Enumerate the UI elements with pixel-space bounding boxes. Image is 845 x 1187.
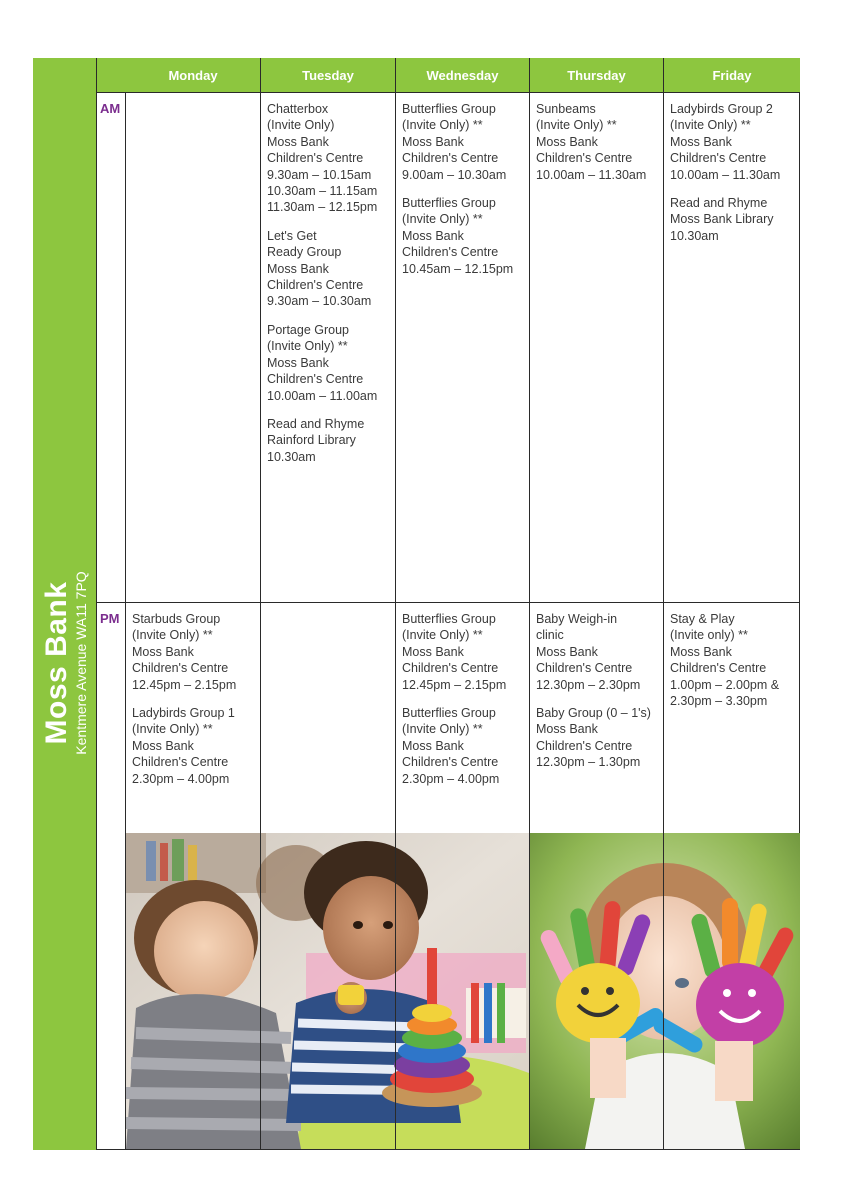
pm-monday-cell bbox=[132, 611, 260, 799]
header-thursday: Thursday bbox=[530, 58, 663, 93]
header-tuesday: Tuesday bbox=[261, 58, 395, 93]
toddlers-photo-illustration bbox=[126, 833, 529, 1149]
session-entry: Ladybirds Group 2 (Invite Only) ** Moss Bank Children's Centre 10.00am – 11.30am bbox=[670, 102, 781, 182]
am-label: AM bbox=[100, 101, 121, 116]
am-tuesday-cell bbox=[267, 101, 395, 477]
session-entry: Let's Get Ready Group Moss Bank Children's Centre 9.30am – 10.30am bbox=[267, 228, 372, 309]
session-entry: Butterflies Group (Invite Only) ** Moss Bank Children's Centre 2.30pm – 4.00pm bbox=[402, 706, 500, 786]
header-monday: Monday bbox=[126, 58, 260, 93]
grid-line bbox=[260, 58, 261, 1150]
location-label bbox=[41, 571, 89, 754]
location-name: Moss Bank bbox=[40, 581, 73, 745]
location-address: Kentmere Avenue WA11 7PQ bbox=[73, 571, 89, 755]
pm-thursday-cell bbox=[536, 611, 664, 783]
am-wednesday-cell bbox=[402, 101, 530, 289]
am-pm-divider bbox=[97, 602, 800, 603]
session-entry: Butterflies Group (Invite Only) ** Moss Bank Children's Centre 10.45am – 12.15pm bbox=[402, 196, 514, 276]
header-corner bbox=[97, 58, 126, 93]
session-entry: Butterflies Group (Invite Only) ** Moss Bank Children's Centre 9.00am – 10.30am bbox=[402, 102, 507, 182]
painted-hands-illustration bbox=[530, 833, 800, 1149]
session-entry: Read and Rhyme Rainford Library 10.30am bbox=[267, 416, 365, 464]
session-entry: Portage Group (Invite Only) ** Moss Bank Children's Centre 10.00am – 11.00am bbox=[267, 322, 378, 403]
location-sidebar bbox=[33, 58, 97, 1150]
header-friday: Friday bbox=[664, 58, 800, 93]
pm-label: PM bbox=[100, 611, 120, 626]
session-entry: Read and Rhyme Moss Bank Library 10.30am bbox=[670, 196, 774, 243]
session-entry: Baby Weigh-in clinic Moss Bank Children's Centre 12.30pm – 2.30pm bbox=[536, 612, 641, 692]
grid-line bbox=[395, 58, 396, 1150]
painted-hands-girl-photo bbox=[530, 833, 800, 1149]
session-entry: Sunbeams (Invite Only) ** Moss Bank Children's Centre 10.00am – 11.30am bbox=[536, 102, 647, 182]
session-entry: Ladybirds Group 1 (Invite Only) ** Moss Bank Children's Centre 2.30pm – 4.00pm bbox=[132, 706, 235, 786]
session-entry: Starbuds Group (Invite Only) ** Moss Bank Children's Centre 12.45pm – 2.15pm bbox=[132, 612, 237, 692]
pm-friday-cell bbox=[670, 611, 798, 721]
session-entry: Stay & Play (Invite only) ** Moss Bank Children's Centre 1.00pm – 2.00pm & 2.30pm – 3.30pm bbox=[670, 612, 780, 709]
am-friday-cell bbox=[670, 101, 798, 256]
grid-line bbox=[663, 58, 664, 1150]
am-thursday-cell bbox=[536, 101, 664, 195]
session-entry: Baby Group (0 – 1's) Moss Bank Children's Centre 12.30pm – 1.30pm bbox=[536, 706, 651, 770]
session-entry: Chatterbox (Invite Only) Moss Bank Children's Centre 9.30am – 10.15am 10.30am – 11.15am 11.30am – 12.15pm bbox=[267, 102, 378, 215]
header-wednesday: Wednesday bbox=[396, 58, 529, 93]
pm-wednesday-cell bbox=[402, 611, 530, 799]
session-entry: Butterflies Group (Invite Only) ** Moss Bank Children's Centre 12.45pm – 2.15pm bbox=[402, 612, 507, 692]
toddlers-playing-photo bbox=[126, 833, 529, 1149]
